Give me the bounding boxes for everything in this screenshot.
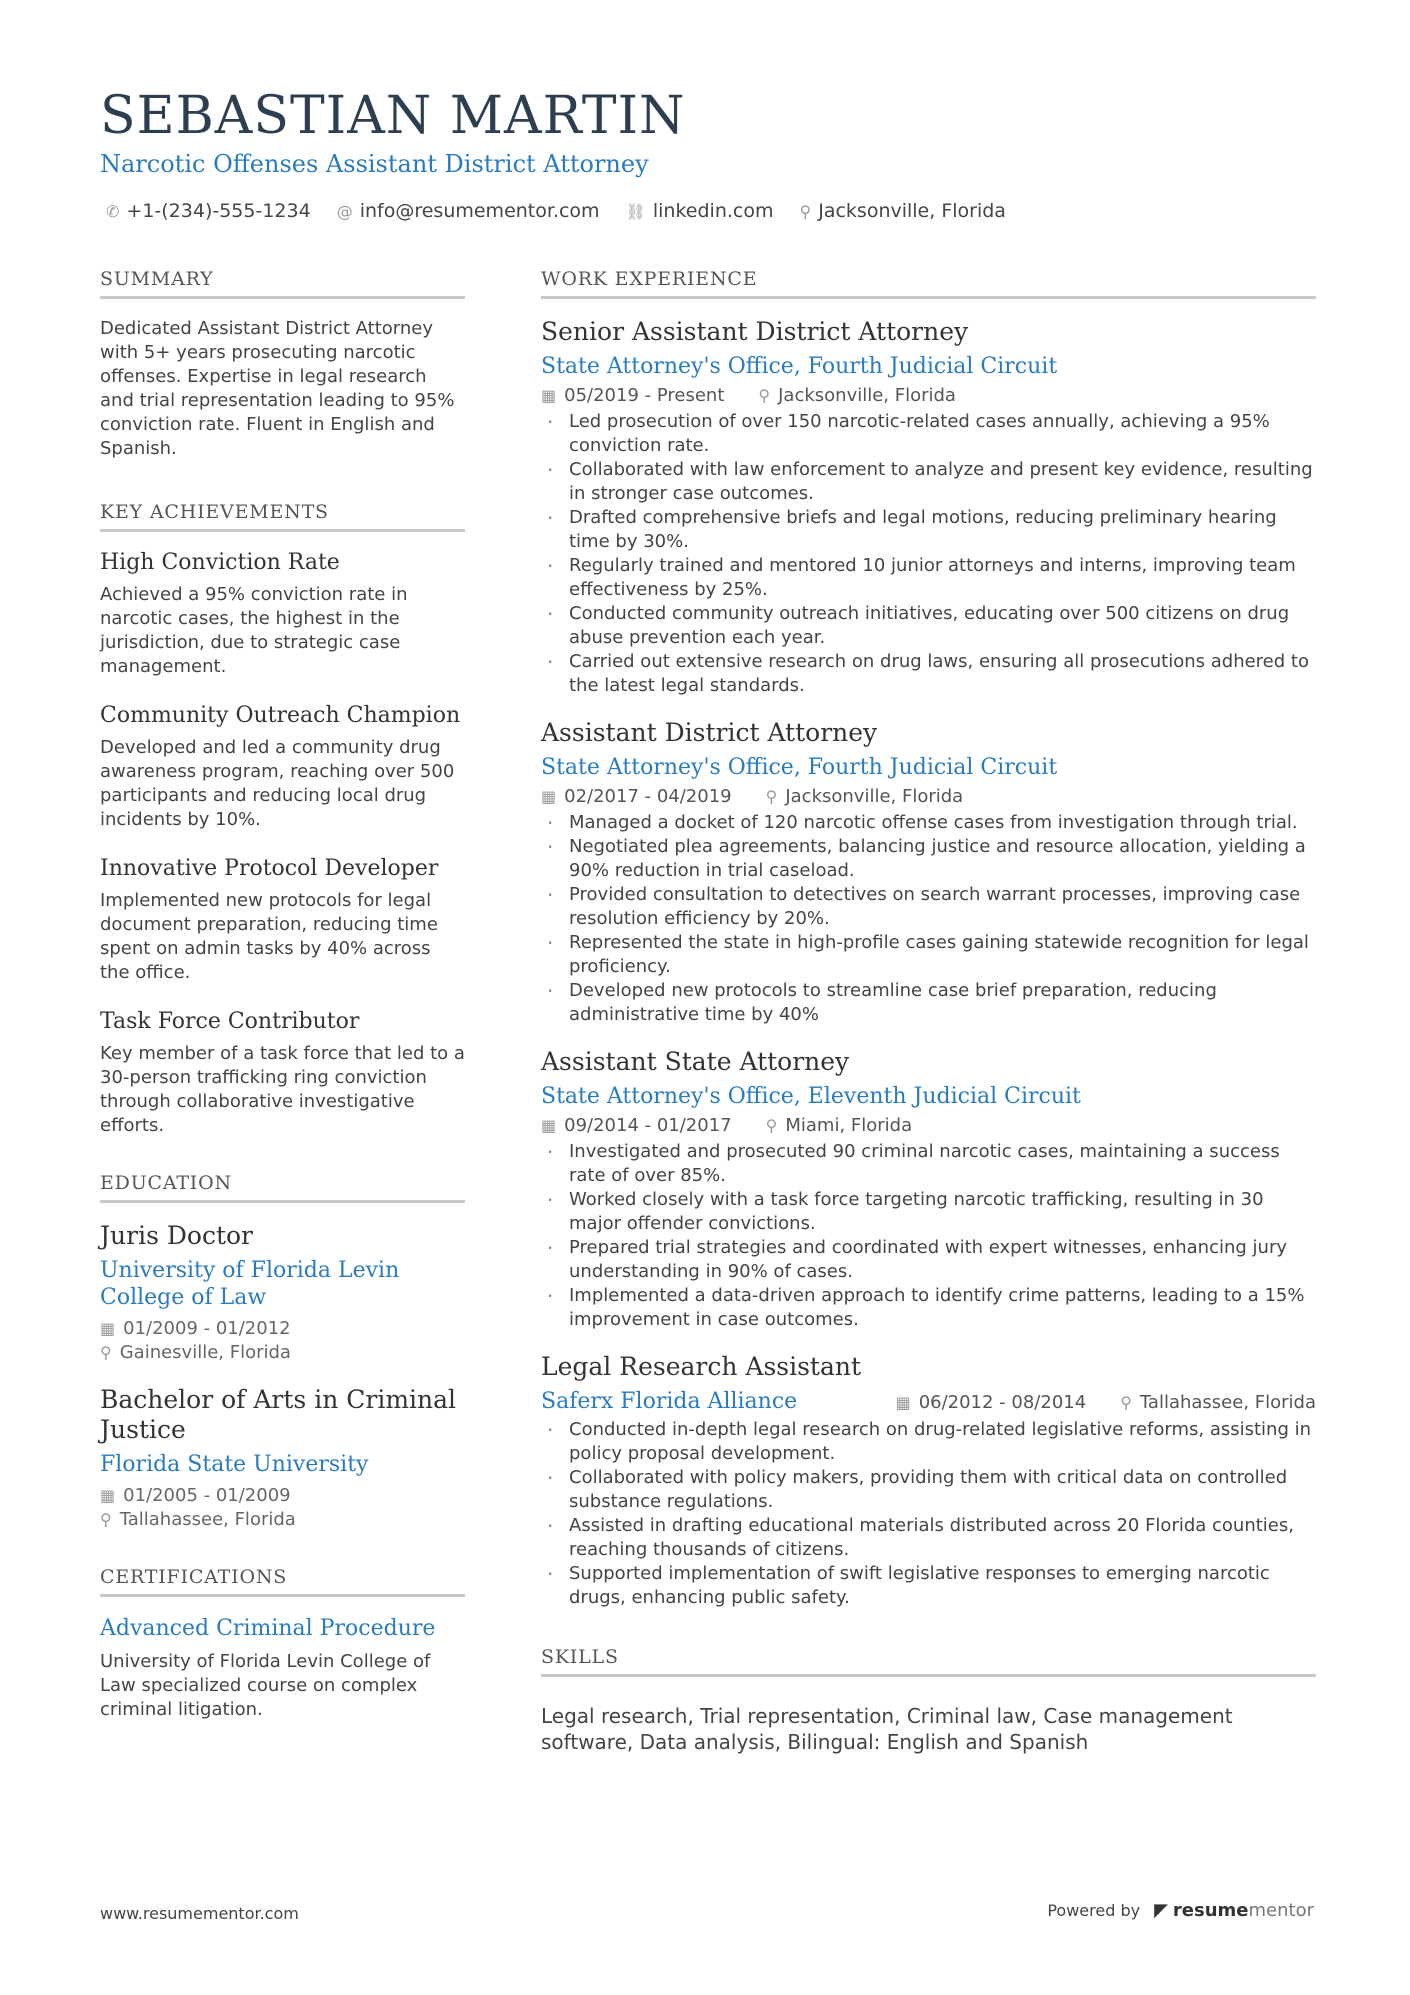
job-company: Saferx Florida Alliance [541,1389,798,1414]
map-pin-icon: ⚲ [100,1510,112,1529]
skills-heading: SKILLS [541,1646,1316,1677]
at-icon: @ [336,201,353,221]
education-school: University of Florida Levin College of Law [100,1258,400,1310]
skills-section [541,1646,1316,1755]
job-company: State Attorney's Office, Fourth Judicial Circuit [541,354,1058,379]
job-meta [541,1115,1316,1136]
map-pin-icon: ⚲ [758,386,771,405]
map-pin-icon: ⚲ [100,1343,112,1362]
education-location [100,1508,465,1532]
education-dates-text: 01/2009 - 01/2012 [123,1318,291,1339]
education-location-text: Tallahassee, Florida [119,1509,296,1530]
achievement-item [100,703,465,832]
job-meta [541,786,1316,807]
job-bullet: · Represented the state in high-profile cases gaining statewide recognition for legal proficiency. [541,931,1316,979]
achievement-item [100,856,465,985]
job-bullet: · Carried out extensive research on drug laws, ensuring all prosecutions adhered to the latest legal standards. [541,650,1316,698]
map-pin-icon: ⚲ [765,787,778,806]
map-pin-icon: ⚲ [1120,1393,1132,1412]
job-meta [541,385,1316,406]
job-bullet: · Developed new protocols to streamline case brief preparation, reducing administrative time by 40% [541,979,1316,1027]
summary-text: Dedicated Assistant District Attorney with 5+ years prosecuting narcotic offenses. Expertise in legal research and trial representation leading to 95% conviction rate. Fluent in English and Spanish. [100,318,455,459]
education-item [100,1221,465,1365]
job-bullet: · Collaborated with law enforcement to analyze and present key evidence, resulting in stronger case outcomes. [541,458,1316,506]
job-dates [541,385,724,406]
linkedin-text: linkedin.com [652,200,774,222]
job-title: Senior Assistant District Attorney [541,317,969,346]
calendar-icon: ▦ [541,386,557,405]
achievement-title: Innovative Protocol Developer [100,856,439,881]
summary-heading: SUMMARY [100,268,465,299]
job-dates-text: 06/2012 - 08/2014 [918,1392,1087,1413]
job-bullets [541,1140,1316,1332]
education-dates [100,1317,465,1341]
job-location-text: Tallahassee, Florida [1139,1392,1316,1413]
calendar-icon: ▦ [895,1393,911,1412]
link-icon: ⛓ [625,201,646,221]
contact-phone[interactable] [106,200,311,222]
job-title: Assistant District Attorney [541,718,878,747]
summary-section [100,268,465,461]
job-bullet: · Collaborated with policy makers, providing them with critical data on controlled substance regulations. [541,1466,1316,1514]
achievement-title: Task Force Contributor [100,1009,360,1034]
achievements-section [100,501,465,1138]
job-bullets [541,410,1316,698]
job-bullet: · Managed a docket of 120 narcotic offense cases from investigation through trial. [541,811,1316,835]
candidate-name: SEBASTIAN MARTIN [100,86,686,146]
phone-icon: ✆ [106,201,120,221]
job-location [1120,1392,1316,1413]
job-bullet: · Implemented a data-driven approach to identify crime patterns, leading to a 15% improvement in case outcomes. [541,1284,1316,1332]
map-pin-icon: ⚲ [799,201,812,221]
job-dates [896,1392,1087,1413]
achievement-title: Community Outreach Champion [100,703,461,728]
job-bullet: · Investigated and prosecuted 90 criminal narcotic cases, maintaining a success rate of over 85%. [541,1140,1316,1188]
job-bullets [541,1418,1316,1610]
brand-logo[interactable] [1154,1900,1314,1921]
achievement-text: Implemented new protocols for legal document preparation, reducing time spent on admin tasks by 40% across the office. [100,890,438,983]
education-heading: EDUCATION [100,1172,465,1203]
job-meta [896,1392,1316,1413]
map-pin-icon: ⚲ [765,1116,778,1135]
education-dates [100,1484,465,1508]
achievement-text: Achieved a 95% conviction rate in narcotic cases, the highest in the jurisdiction, due to strategic case management. [100,584,408,677]
job-bullet: · Regularly trained and mentored 10 junior attorneys and interns, improving team effectiveness by 25%. [541,554,1316,602]
email-text: info@resumementor.com [359,200,600,222]
job-bullet: · Led prosecution of over 150 narcotic-related cases annually, achieving a 95% conviction rate. [541,410,1316,458]
education-item [100,1385,465,1532]
phone-text: +1-(234)-555-1234 [126,200,311,222]
education-section [100,1172,465,1532]
education-degree: Bachelor of Arts in Criminal Justice [100,1385,457,1444]
job-company-row [541,1389,1316,1414]
achievement-text: Developed and led a community drug awareness program, reaching over 500 participants and reducing local drug incidents by 10%. [100,737,455,830]
contact-bar [106,200,1006,222]
education-location [100,1341,465,1365]
job-dates-text: 09/2014 - 01/2017 [564,1115,732,1136]
job-entry [541,317,1316,698]
job-company: State Attorney's Office, Eleventh Judicial Circuit [541,1084,1081,1109]
left-column [100,268,465,1722]
contact-email[interactable] [337,200,600,222]
job-bullet: · Worked closely with a task force targeting narcotic trafficking, resulting in 30 major offender convictions. [541,1188,1316,1236]
experience-heading: WORK EXPERIENCE [541,268,1316,299]
education-degree: Juris Doctor [100,1221,253,1250]
job-dates [541,1115,732,1136]
certifications-section [100,1566,465,1722]
location-text: Jacksonville, Florida [818,200,1006,222]
achievement-title: High Conviction Rate [100,550,340,575]
job-title: Assistant State Attorney [541,1047,850,1076]
powered-by-text: Powered by [1047,1901,1141,1920]
calendar-icon: ▦ [541,787,557,806]
job-location-text: Jacksonville, Florida [785,786,964,807]
brand-mark-icon: ◤ [1154,1900,1168,1921]
job-bullet: · Supported implementation of swift legislative responses to emerging narcotic drugs, enhancing public safety. [541,1562,1316,1610]
footer-powered-by [1047,1900,1314,1921]
job-bullet: · Negotiated plea agreements, balancing justice and resource allocation, yielding a 90% reduction in trial caseload. [541,835,1316,883]
brand-name-bold: resume [1172,1900,1249,1921]
contact-location [800,200,1006,222]
job-bullets [541,811,1316,1027]
job-location-text: Miami, Florida [785,1115,913,1136]
candidate-headline: Narcotic Offenses Assistant District Attorney [100,150,649,178]
experience-section [541,268,1316,1610]
job-dates [541,786,732,807]
job-title: Legal Research Assistant [541,1352,862,1381]
footer-website-link[interactable]: www.resumementor.com [100,1904,299,1923]
job-location [766,1115,912,1136]
certification-text: University of Florida Levin College of Law specialized course on complex criminal litigation. [100,1651,431,1720]
job-bullet: · Prepared trial strategies and coordinated with expert witnesses, enhancing jury understanding in 90% of cases. [541,1236,1316,1284]
achievement-text: Key member of a task force that led to a 30-person trafficking ring conviction through collaborative investigative efforts. [100,1043,465,1136]
achievements-heading: KEY ACHIEVEMENTS [100,501,465,532]
skills-text: Legal research, Trial representation, Criminal law, Case management software, Data analysis, Bilingual: English and Spanish [541,1704,1233,1754]
job-bullet: · Assisted in drafting educational materials distributed across 20 Florida counties, reaching thousands of citizens. [541,1514,1316,1562]
job-entry [541,1047,1316,1332]
calendar-icon: ▦ [541,1116,557,1135]
job-dates-text: 02/2017 - 04/2019 [564,786,732,807]
job-location [758,385,956,406]
education-dates-text: 01/2005 - 01/2009 [123,1485,291,1506]
job-location [766,786,964,807]
contact-linkedin[interactable] [626,200,774,222]
education-location-text: Gainesville, Florida [119,1342,291,1363]
calendar-icon: ▦ [100,1319,116,1338]
job-location-text: Jacksonville, Florida [778,385,956,406]
job-entry [541,718,1316,1027]
job-dates-text: 05/2019 - Present [564,385,725,406]
job-entry [541,1352,1316,1610]
job-bullet: · Conducted in-depth legal research on drug-related legislative reforms, assisting in policy proposal development. [541,1418,1316,1466]
achievement-item [100,1009,465,1138]
certification-name: Advanced Criminal Procedure [100,1616,436,1641]
education-school: Florida State University [100,1452,369,1477]
job-bullet: · Provided consultation to detectives on search warrant processes, improving case resolution efficiency by 20%. [541,883,1316,931]
job-bullet: · Drafted comprehensive briefs and legal motions, reducing preliminary hearing time by 30%. [541,506,1316,554]
right-column [541,268,1316,1755]
calendar-icon: ▦ [100,1486,116,1505]
brand-name-light: mentor [1248,1900,1314,1921]
job-bullet: · Conducted community outreach initiatives, educating over 500 citizens on drug abuse prevention each year. [541,602,1316,650]
certifications-heading: CERTIFICATIONS [100,1566,465,1597]
job-company: State Attorney's Office, Fourth Judicial Circuit [541,755,1058,780]
achievement-item [100,550,465,679]
